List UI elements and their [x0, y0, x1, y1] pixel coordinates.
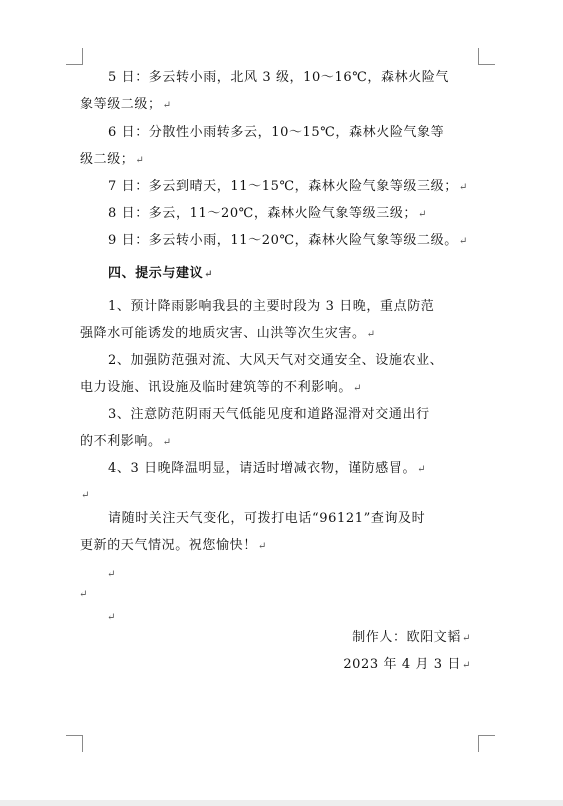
- tip1-line2: 强降水可能诱发的地质灾害、山洪等次生灾害。↵: [80, 326, 376, 341]
- forecast-day6-line2: 级二级；↵: [80, 152, 145, 167]
- paragraph-mark: ↵: [418, 209, 428, 220]
- page-corner-mark-top-right: [478, 48, 495, 65]
- empty-paragraph: [80, 487, 90, 504]
- paragraph-mark: ↵: [353, 383, 362, 394]
- paragraph-mark: ↵: [162, 100, 172, 111]
- tip2-line1: 2、加强防范强对流、大风天气对交通安全、设施农业、: [108, 353, 444, 368]
- paragraph-mark: ↵: [135, 155, 145, 166]
- tip3-line2: 的不利影响。↵: [80, 434, 172, 449]
- paragraph-mark: ↵: [257, 541, 267, 552]
- forecast-day8: 8 日：多云，11～20℃，森林火险气象等级三级；↵: [108, 206, 428, 221]
- paragraph-mark: ↵: [458, 236, 468, 247]
- signature-date: 2023 年 4 月 3 日↵: [343, 657, 471, 672]
- paragraph-mark: ↵: [204, 269, 214, 280]
- empty-paragraph: [106, 609, 116, 626]
- page-corner-mark-bottom-right: [478, 735, 495, 752]
- paragraph-mark: ↵: [462, 660, 471, 671]
- forecast-day6-line1: 6 日：分散性小雨转多云，10～15℃，森林火险气象等: [108, 125, 445, 140]
- forecast-day9: 9 日：多云转小雨，11～20℃，森林火险气象等级二级。↵: [108, 233, 468, 248]
- paragraph-mark: ↵: [79, 589, 88, 600]
- forecast-day5-line1: 5 日：多云转小雨，北风 3 级，10～16℃，森林火险气: [108, 70, 449, 85]
- forecast-day5-line2: 象等级二级；↵: [80, 97, 172, 112]
- section-heading: 四、提示与建议↵: [108, 266, 214, 281]
- closing-line1: 请随时关注天气变化，可拨打电话“96121”查询及时: [108, 511, 426, 526]
- paragraph-mark: ↵: [162, 437, 172, 448]
- paragraph-mark: ↵: [107, 612, 116, 623]
- closing-line2: 更新的天气情况。祝您愉快！↵: [80, 538, 267, 553]
- tip2-line2: 电力设施、讯设施及临时建筑等的不利影响。↵: [80, 380, 362, 395]
- paragraph-mark: ↵: [107, 569, 116, 580]
- signature-author: 制作人：欧阳文韬↵: [352, 630, 471, 645]
- paragraph-mark: ↵: [458, 182, 468, 193]
- forecast-day7: 7 日：多云到晴天，11～15℃，森林火险气象等级三级；↵: [108, 179, 468, 194]
- empty-paragraph: [106, 566, 116, 583]
- page-corner-mark-bottom-left: [66, 735, 83, 752]
- tip1-line1: 1、预计降雨影响我县的主要时段为 3 日晚，重点防范: [108, 299, 435, 314]
- paragraph-mark: ↵: [417, 464, 427, 475]
- paragraph-mark: ↵: [81, 490, 90, 501]
- tip3-line1: 3、注意防范阴雨天气低能见度和道路湿滑对交通出行: [108, 407, 430, 422]
- paragraph-mark: ↵: [366, 329, 376, 340]
- page-corner-mark-top-left: [66, 48, 83, 65]
- empty-paragraph: [78, 586, 88, 603]
- paragraph-mark: ↵: [462, 633, 471, 644]
- tip4: 4、3 日晚降温明显，请适时增减衣物，谨防感冒。↵: [108, 461, 427, 476]
